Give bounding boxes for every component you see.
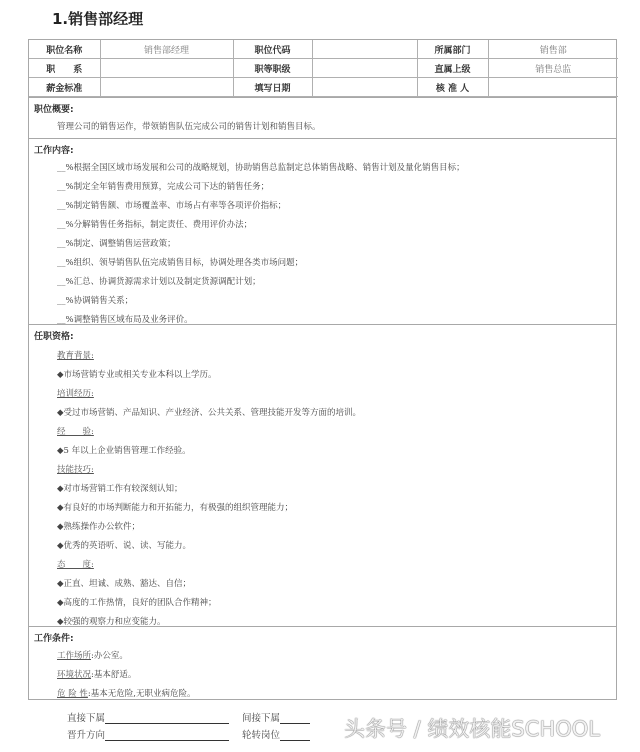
condition-value: :基本无危险,无职业病危险。	[87, 689, 196, 699]
duty-item: __%分解销售任务指标，制定责任、费用评价办法；	[57, 220, 253, 230]
label-job-family: 职 系	[29, 59, 100, 78]
condition-workplace	[57, 649, 128, 661]
duty-item: __%制定、调整销售运营政策；	[57, 239, 176, 249]
value-direct-supervisor: 销售总监	[488, 59, 618, 78]
label-department: 所属部门	[417, 40, 488, 59]
direct-subordinates-blank	[105, 713, 229, 724]
value-position-name: 销售部经理	[100, 40, 233, 59]
promotion-path-blank	[105, 730, 229, 741]
info-row	[29, 59, 618, 78]
skills-item: ◆熟练操作办公软件；	[57, 522, 141, 532]
label-position-name: 职位名称	[29, 40, 100, 59]
rotation-positions-blank	[280, 730, 310, 741]
duty-item: __%汇总、协调货源需求计划以及制定货源调配计划；	[57, 277, 261, 287]
condition-environment	[57, 668, 136, 680]
value-salary-standard	[100, 78, 233, 97]
label-direct-supervisor: 直属上级	[417, 59, 488, 78]
promotion-path-label: 晋升方向	[67, 730, 106, 741]
value-approver	[488, 78, 618, 97]
duty-item: __%根据全国区域市场发展和公司的战略规划，协助销售总监制定总体销售战略、销售计划及量化销售目标；	[57, 163, 465, 173]
watermark: 头条号 / 绩效核能SCHOOL	[344, 717, 600, 741]
education-item: ◆市场营销专业或相关专业本科以上学历。	[57, 370, 217, 380]
experience-item: ◆5 年以上企业销售管理工作经验。	[57, 446, 191, 456]
training-item: ◆受过市场营销、产品知识、产业经济、公共关系、管理技能开发等方面的培训。	[57, 408, 362, 418]
education-title: 教育背景:	[57, 351, 94, 361]
condition-value: :办公室。	[91, 651, 128, 661]
attitude-item: ◆较强的观察力和应变能力。	[57, 617, 166, 627]
skills-item: ◆有良好的市场判断能力和开拓能力，有极强的组织管理能力；	[57, 503, 294, 513]
duty-item: __%制定销售额、市场覆盖率、市场占有率等各项评价指标；	[57, 201, 287, 211]
value-grade-level	[312, 59, 417, 78]
section-summary	[29, 97, 616, 138]
qualifications-heading: 任职资格:	[34, 332, 74, 342]
direct-subordinates-field	[67, 710, 229, 724]
promotion-path-field	[67, 727, 229, 741]
training-title: 培训经历:	[57, 389, 94, 399]
experience-title: 经 验:	[57, 427, 94, 437]
skills-item: ◆优秀的英语听、说、读、写能力。	[57, 541, 192, 551]
attitude-item: ◆高度的工作热情，良好的团队合作精神；	[57, 598, 217, 608]
rotation-positions-label: 轮转岗位	[242, 730, 281, 741]
section-qualifications	[29, 324, 616, 626]
condition-value: :基本舒适。	[91, 670, 137, 680]
summary-heading: 职位概要:	[34, 105, 74, 115]
label-position-code: 职位代码	[233, 40, 312, 59]
duties-heading: 工作内容:	[34, 146, 74, 156]
label-approver: 核 准 人	[417, 78, 488, 97]
skills-item: ◆对市场营销工作有较深刻认知；	[57, 484, 183, 494]
condition-label: 危 险 性	[57, 689, 88, 699]
duty-item: __%组织、领导销售队伍完成销售目标，协调处理各类市场问题；	[57, 258, 304, 268]
section-duties	[29, 138, 616, 324]
info-row	[29, 40, 618, 59]
rotation-positions-field	[242, 727, 310, 741]
page-title: 1.销售部经理	[52, 10, 144, 28]
indirect-subordinates-field	[242, 710, 310, 724]
duty-item: __%制定全年销售费用预算，完成公司下达的销售任务；	[57, 182, 270, 192]
position-info-table	[29, 40, 618, 97]
indirect-subordinates-label: 间接下属	[242, 713, 281, 724]
label-salary-standard: 薪金标准	[29, 78, 100, 97]
condition-label: 工作场所	[57, 651, 92, 661]
direct-subordinates-label: 直接下属	[67, 713, 106, 724]
indirect-subordinates-blank	[280, 713, 310, 724]
duty-item: __%协调销售关系；	[57, 296, 134, 306]
condition-hazard	[57, 687, 195, 699]
info-row	[29, 78, 618, 97]
label-fill-date: 填写日期	[233, 78, 312, 97]
value-position-code	[312, 40, 417, 59]
value-department: 销售部	[488, 40, 618, 59]
value-job-family	[100, 59, 233, 78]
skills-title: 技能技巧:	[57, 465, 94, 475]
conditions-heading: 工作条件:	[34, 634, 74, 644]
section-conditions	[29, 626, 616, 701]
attitude-title: 态 度:	[57, 560, 94, 570]
job-description-form	[28, 39, 617, 700]
condition-label: 环境状况	[57, 670, 92, 680]
attitude-item: ◆正直、坦诚、成熟、豁达、自信；	[57, 579, 192, 589]
label-grade-level: 职等职级	[233, 59, 312, 78]
summary-text: 管理公司的销售运作，带领销售队伍完成公司的销售计划和销售目标。	[57, 122, 321, 132]
value-fill-date	[312, 78, 417, 97]
duty-item: __%调整销售区域布局及业务评价。	[57, 315, 193, 325]
